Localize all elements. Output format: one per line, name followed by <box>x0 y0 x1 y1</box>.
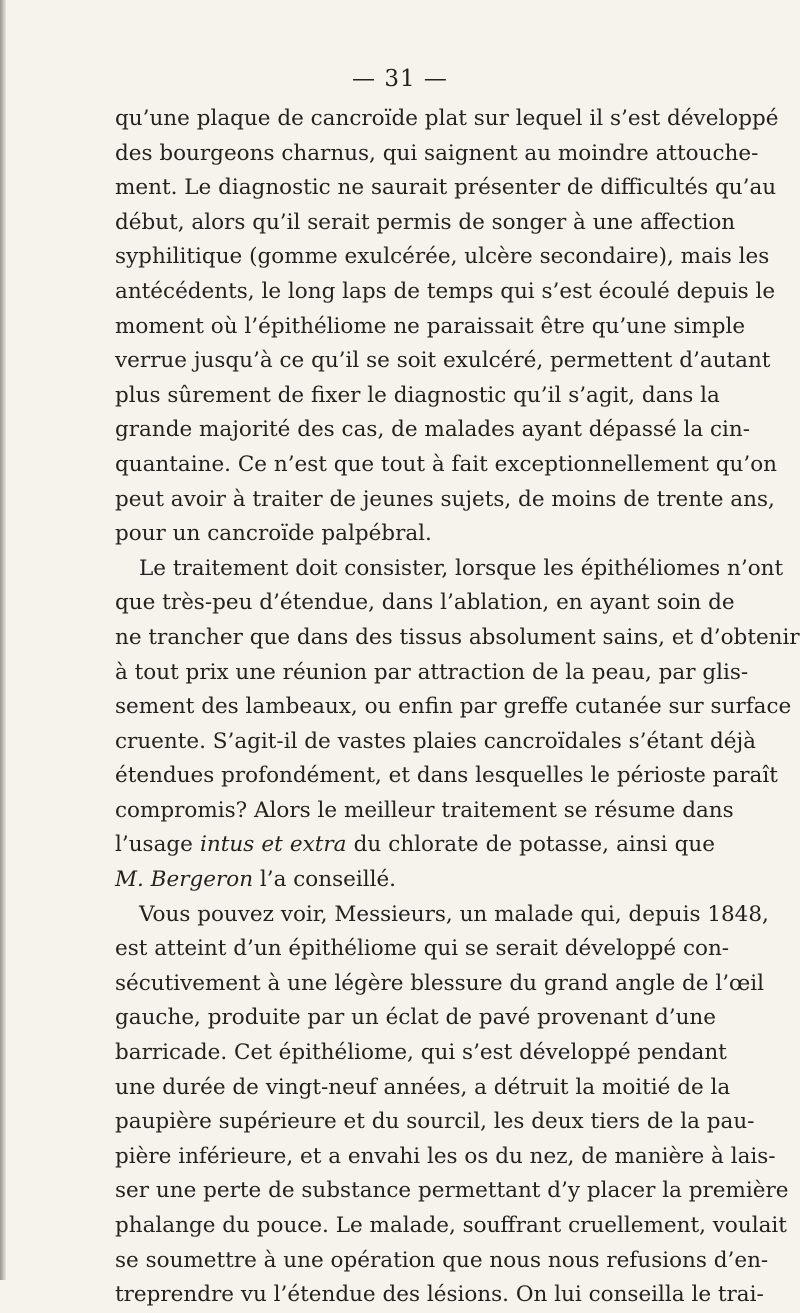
text-line: Le traitement doit consister, lorsque les épithéliomes n’ont <box>139 555 784 581</box>
text-segment: l’a conseillé. <box>253 867 397 893</box>
text-line: se soumettre à une opération que nous nous refusions d’en- <box>115 1247 769 1273</box>
text-line: qu’une plaque de cancroïde plat sur lequel il s’est développé <box>115 106 779 131</box>
text-line: est atteint d’un épithéliome qui se serait développé con- <box>115 936 730 962</box>
text-line: compromis? Alors le meilleur traitement se résume dans <box>115 797 734 823</box>
text-line: peut avoir à traiter de jeunes sujets, de moins de trente ans, <box>115 486 775 512</box>
text-line: sement des lambeaux, ou enfin par greffe cutanée sur surface <box>115 694 792 720</box>
text-line: cruente. S’agit-il de vastes plaies cancroïdales s’étant déjà <box>115 728 756 754</box>
text-line: gauche, produite par un éclat de pavé provenant d’une <box>115 1005 716 1031</box>
body-text <box>115 102 800 1313</box>
text-line: quantaine. Ce n’est que tout à fait exceptionnellement qu’on <box>115 451 778 477</box>
scan-edge-shadow <box>0 0 6 1280</box>
text-line: treprendre vu l’étendue des lésions. On lui conseilla le trai- <box>115 1282 764 1308</box>
text-line: à tout prix une réunion par attraction de la peau, par glis- <box>115 659 749 685</box>
text-line: ment. Le diagnostic ne saurait présenter de difficultés qu’au <box>115 175 777 201</box>
text-line: paupière supérieure et du sourcil, les deux tiers de la pau- <box>115 1109 755 1135</box>
text-line: que très-peu d’étendue, dans l’ablation, en ayant soin de <box>115 590 735 616</box>
text-line: étendues profondément, et dans lesquelles le périoste paraît <box>115 763 778 789</box>
text-line: ne trancher que dans des tissus absolument sains, et d’obtenir <box>115 624 800 650</box>
text-line: syphilitique (gomme exulcérée, ulcère secondaire), mais les <box>115 244 770 270</box>
text-line: grande majorité des cas, de malades ayant dépassé la cin- <box>115 417 751 443</box>
text-line: barricade. Cet épithéliome, qui s’est développé pendant <box>115 1040 727 1066</box>
text-line: pour un cancroïde palpébral. <box>115 521 432 547</box>
text-line: moment où l’épithéliome ne paraissait être qu’une simple <box>115 313 746 339</box>
text-line-with-italic <box>115 863 715 898</box>
text-segment: l’usage <box>115 832 201 858</box>
text-line: une durée de vingt-neuf années, a détruit la moitié de la <box>115 1074 731 1100</box>
text-line: début, alors qu’il serait permis de songer à une affection <box>115 209 736 235</box>
text-line: antécédents, le long laps de temps qui s’est écoulé depuis le <box>115 278 776 304</box>
text-line: phalange du pouce. Le malade, souffrant cruellement, voulait <box>115 1213 787 1238</box>
text-segment: du chlorate de potasse, ainsi que <box>346 832 715 858</box>
text-line: Vous pouvez voir, Messieurs, un malade qui, depuis 1848, <box>139 901 769 927</box>
text-line-with-italic <box>115 828 715 863</box>
text-line: verrue jusqu’à ce qu’il se soit exulcéré, permettent d’autant <box>115 348 771 374</box>
text-line: plus sûrement de fixer le diagnostic qu’il s’agit, dans la <box>115 382 720 408</box>
text-line: ser une perte de substance permettant d’y placer la première <box>115 1178 789 1204</box>
page-number: — 31 — <box>352 66 448 92</box>
author-name: M. Bergeron <box>115 867 254 893</box>
text-line: des bourgeons charnus, qui saignent au moindre attouche- <box>115 140 759 166</box>
italic-phrase: intus et extra <box>200 832 347 858</box>
text-line: pière inférieure, et a envahi les os du nez, de manière à lais- <box>115 1143 776 1169</box>
text-line: sécutivement à une légère blessure du grand angle de l’œil <box>115 970 765 996</box>
